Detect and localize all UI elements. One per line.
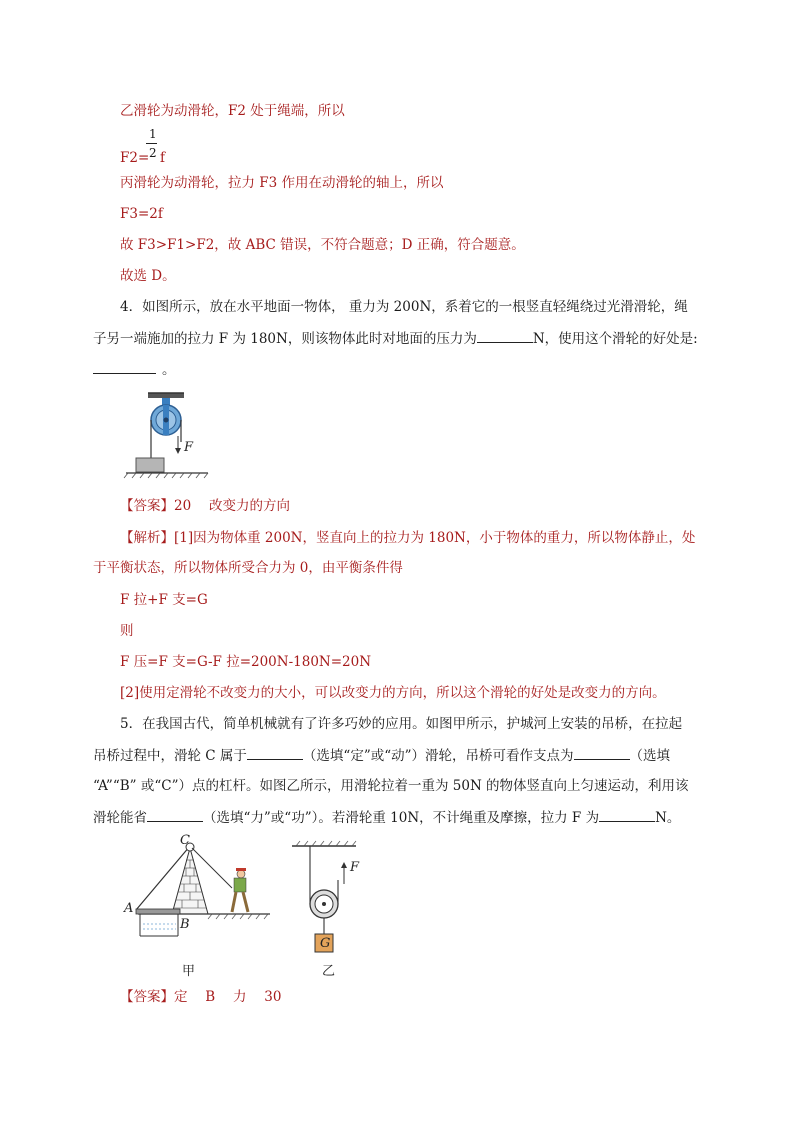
solution-line: 乙滑轮为动滑轮，F2 处于绳端，所以: [120, 103, 345, 119]
fixed-pulley-figure: [118, 390, 218, 480]
analysis-text: [1]因为物体重 200N，竖直向上的拉力为 180N，小于物体的重力，所以物体静止，处: [174, 530, 696, 546]
fraction-bar: [146, 143, 157, 144]
point-c-label: C: [180, 833, 190, 848]
answer-text: 定 B 力 30: [174, 989, 282, 1005]
answer-text: 20 改变力的方向: [174, 498, 290, 514]
question-text-segment: 子另一端施加的拉力 F 为 180N，则该物体此时对地面的压力为: [93, 331, 477, 347]
figure-yi-caption: 乙: [322, 964, 336, 979]
analysis-tag: 【解析】: [120, 530, 174, 546]
force-label: F: [184, 440, 194, 455]
answer-blank[interactable]: [477, 328, 533, 343]
question-text-segment: 滑轮能省: [93, 810, 147, 826]
question-5-text: 5．在我国古代，简单机械就有了许多巧妙的应用。如图甲所示，护城河上安装的吊桥，在拉起: [120, 716, 683, 732]
fraction-numerator: 1: [149, 127, 157, 141]
f2-equation-left: F2=: [120, 150, 150, 166]
question-5-text-cont: [93, 807, 680, 828]
question-4-text-cont: [93, 359, 176, 380]
question-text-segment: N。: [655, 810, 681, 826]
question-5-text-cont: “A”“B” 或“C”）点的杠杆。如图乙所示，用滑轮拉着一重为 50N 的物体竖直向上匀速运动，利用该: [93, 778, 689, 794]
f2-equation-right: f: [160, 150, 165, 166]
object-block: [136, 458, 164, 472]
answer-blank[interactable]: [574, 745, 630, 760]
question-5-text-cont: [93, 745, 670, 766]
equation-line: F 压=F 支=G-F 拉=200N-180N=20N: [120, 654, 372, 670]
drawbridge-figure: [120, 836, 280, 948]
equation-line: F 拉+F 支=G: [120, 592, 208, 608]
analysis-line: [120, 528, 695, 548]
equation-line: 则: [120, 623, 134, 639]
solution-line: 故选 D。: [120, 268, 176, 284]
force-label: F: [350, 860, 360, 875]
answer-line: [120, 496, 290, 516]
solution-line: 故 F3>F1>F2，故 ABC 错误，不符合题意；D 正确，符合题意。: [120, 237, 525, 253]
figure-jia-caption: 甲: [182, 964, 196, 979]
point-a-label: A: [124, 901, 134, 916]
solution-line: 丙滑轮为动滑轮，拉力 F3 作用在动滑轮的轴上，所以: [120, 175, 444, 191]
solution-line: F3=2f: [120, 206, 163, 222]
question-text-segment: 。: [162, 362, 176, 378]
answer-blank[interactable]: [93, 359, 156, 374]
question-4-text: 4．如图所示，放在水平地面一物体， 重力为 200N，系着它的一根竖直轻绳绕过光滑滑轮，绳: [120, 299, 688, 315]
answer-tag: 【答案】: [120, 989, 174, 1005]
analysis-line: [2]使用定滑轮不改变力的大小，可以改变力的方向，所以这个滑轮的好处是改变力的方向。: [120, 685, 666, 701]
answer-line: [120, 987, 281, 1007]
person-head: [237, 870, 245, 878]
answer-blank[interactable]: [247, 745, 303, 760]
analysis-line: 于平衡状态，所以物体所受合力为 0，由平衡条件得: [93, 560, 403, 576]
question-text-segment: （选填“力”或“功”）。若滑轮重 10N，不计绳重及摩擦，拉力 F 为: [203, 810, 600, 826]
point-b-label: B: [180, 917, 190, 932]
question-4-text-cont: [93, 328, 698, 349]
question-text-segment: 吊桥过程中，滑轮 C 属于: [93, 748, 247, 764]
answer-blank[interactable]: [147, 807, 203, 822]
question-text-segment: （选填“定”或“动”）滑轮，吊桥可看作支点为: [302, 748, 574, 764]
answer-tag: 【答案】: [120, 498, 174, 514]
fraction-denominator: 2: [149, 146, 157, 160]
answer-blank[interactable]: [599, 807, 655, 822]
person-body: [234, 878, 246, 892]
question-text-segment: （选填: [629, 748, 671, 764]
weight-label: G: [320, 936, 331, 951]
bridge-deck: [136, 909, 180, 914]
question-text-segment: N，使用这个滑轮的好处是:: [532, 331, 698, 347]
